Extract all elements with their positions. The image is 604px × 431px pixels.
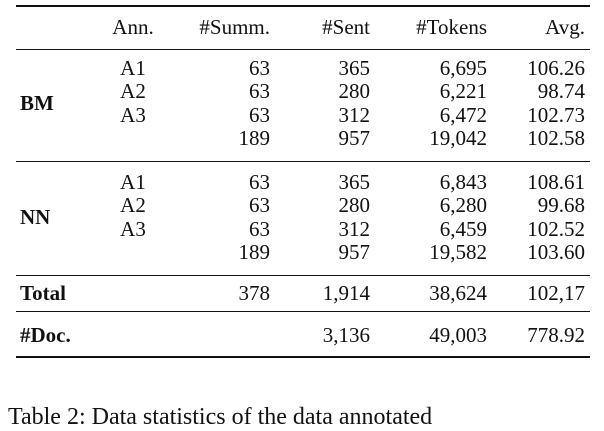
total-rule	[16, 311, 590, 312]
total-label: Total	[20, 281, 66, 305]
table-cell: 6,221	[439, 79, 487, 104]
top-rule	[16, 5, 590, 7]
header-tokens: #Tokens	[416, 15, 487, 39]
table-cell: 6,280	[439, 193, 487, 218]
table-cell: 102.73	[527, 102, 585, 127]
table-cell: 189	[238, 239, 270, 264]
header-summaries: #Summ.	[199, 15, 270, 39]
table-cell: 957	[338, 239, 370, 264]
table-cell: 189	[238, 125, 270, 150]
total-cell: 38,624	[429, 281, 487, 305]
table-cell: 6,472	[439, 102, 487, 127]
table-cell: 365	[338, 56, 370, 80]
table-cell: 98.74	[537, 79, 585, 104]
table-cell: 19,042	[429, 125, 487, 150]
doc-cell: 778.92	[527, 323, 585, 347]
group-rule	[16, 275, 590, 276]
table-cell: 63	[249, 170, 270, 194]
table-cell: 19,582	[429, 239, 487, 264]
doc-label: #Doc.	[20, 323, 71, 347]
table-caption: Table 2: Data statistics of the data annotated	[8, 404, 433, 430]
table-cell: 63	[249, 56, 270, 80]
table-cell: 102.52	[527, 216, 585, 241]
header-sentences: #Sent	[322, 15, 370, 39]
group-label-bm: BM	[20, 91, 54, 115]
header-annotator: Ann.	[112, 15, 154, 39]
table-cell: 280	[338, 79, 370, 104]
table-cell: A3	[120, 216, 146, 241]
table-cell: A1	[120, 170, 146, 194]
table-cell: 365	[338, 170, 370, 194]
table-cell: 957	[338, 125, 370, 150]
table-cell: A2	[120, 193, 146, 218]
table-cell: A2	[120, 79, 146, 104]
total-cell: 102,17	[527, 281, 585, 305]
table-cell: 312	[338, 216, 370, 241]
group-label-nn: NN	[20, 205, 51, 229]
table-cell: 63	[249, 216, 270, 241]
table-cell: 280	[338, 193, 370, 218]
table-cell: 108.61	[527, 170, 585, 194]
header-average: Avg.	[545, 15, 585, 39]
table-cell: 99.68	[537, 193, 585, 218]
table-cell: A3	[120, 102, 146, 127]
table-cell: 6,459	[439, 216, 487, 241]
header-rule	[16, 49, 590, 50]
doc-cell: 3,136	[322, 323, 370, 347]
doc-cell: 49,003	[429, 323, 487, 347]
table-cell: 106.26	[527, 56, 585, 80]
total-cell: 1,914	[322, 281, 370, 305]
table-cell: 63	[249, 102, 270, 127]
table-cell: 63	[249, 79, 270, 104]
bottom-rule	[16, 356, 590, 358]
table-cell: 312	[338, 102, 370, 127]
group-rule	[16, 161, 590, 162]
table-cell: 102.58	[527, 125, 585, 150]
table-cell: 103.60	[527, 239, 585, 264]
table-cell: 6,695	[439, 56, 487, 80]
table-cell: A1	[120, 56, 146, 80]
table-cell: 63	[249, 193, 270, 218]
total-cell: 378	[238, 281, 270, 305]
table-cell: 6,843	[439, 170, 487, 194]
